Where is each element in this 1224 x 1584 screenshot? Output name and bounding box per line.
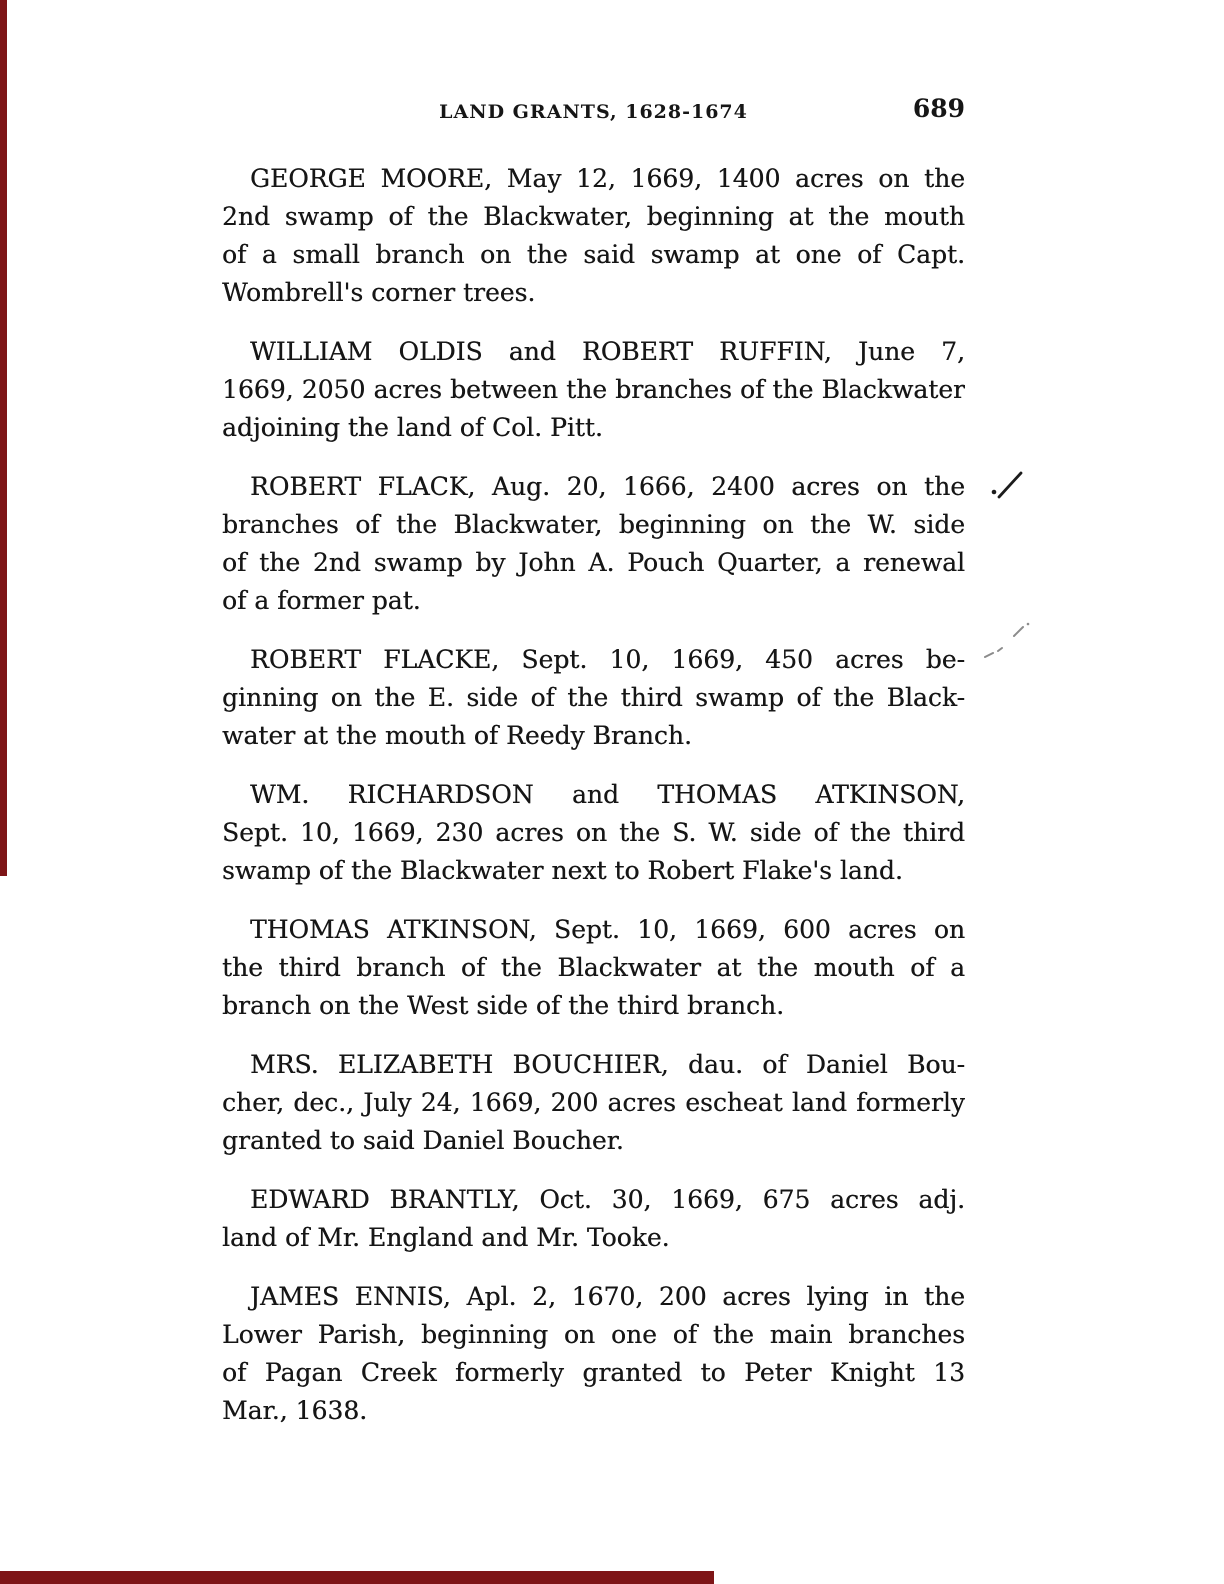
text-line: granted to said Daniel Boucher.: [222, 1126, 624, 1155]
running-head-title: LAND GRANTS, 1628-1674: [439, 101, 748, 123]
land-grant-paragraph: [222, 911, 965, 1025]
text-line: branch on the West side of the third branch.: [222, 991, 785, 1020]
text-line: of a small branch on the said swamp at one of Capt.: [222, 240, 965, 269]
text-line: of Pagan Creek formerly granted to Peter Knight 13: [222, 1358, 965, 1387]
text-line: adjoining the land of Col. Pitt.: [222, 413, 603, 442]
pencil-checkmark-icon: [988, 468, 1032, 508]
text-line: Lower Parish, beginning on one of the main branches: [222, 1320, 965, 1349]
land-grant-paragraph: [222, 641, 965, 755]
page-number: 689: [912, 94, 965, 123]
text-line: water at the mouth of Reedy Branch.: [222, 721, 692, 750]
text-line: MRS. ELIZABETH BOUCHIER, dau. of Daniel Bou-: [250, 1050, 965, 1079]
scan-edge-artifact-bottom: [0, 1571, 714, 1584]
text-line: Mar., 1638.: [222, 1396, 368, 1425]
text-line: branches of the Blackwater, beginning on the W. side: [222, 510, 965, 539]
text-line: swamp of the Blackwater next to Robert Flake's land.: [222, 856, 903, 885]
land-grant-paragraph: [222, 1181, 965, 1257]
land-grant-paragraph: [222, 468, 965, 620]
text-line: ROBERT FLACK, Aug. 20, 1666, 2400 acres on the: [250, 472, 965, 501]
land-grant-paragraph: [222, 1278, 965, 1430]
text-line: WM. RICHARDSON and THOMAS ATKINSON,: [250, 780, 965, 809]
text-line: THOMAS ATKINSON, Sept. 10, 1669, 600 acres on: [250, 915, 965, 944]
text-line: WILLIAM OLDIS and ROBERT RUFFIN, June 7,: [250, 337, 965, 366]
page-body-text: [222, 160, 965, 1451]
text-line: JAMES ENNIS, Apl. 2, 1670, 200 acres lying in the: [250, 1282, 965, 1311]
scan-edge-artifact-left: [0, 0, 7, 876]
text-line: ginning on the E. side of the third swamp of the Black-: [222, 683, 965, 712]
text-line: ROBERT FLACKE, Sept. 10, 1669, 450 acres be-: [250, 645, 965, 674]
running-head: [222, 94, 965, 131]
text-line: land of Mr. England and Mr. Tooke.: [222, 1223, 670, 1252]
text-line: GEORGE MOORE, May 12, 1669, 1400 acres on the: [250, 164, 965, 193]
land-grant-paragraph: [222, 776, 965, 890]
text-line: the third branch of the Blackwater at the mouth of a: [222, 953, 965, 982]
text-line: 2nd swamp of the Blackwater, beginning at the mouth: [222, 202, 965, 231]
text-line: EDWARD BRANTLY, Oct. 30, 1669, 675 acres adj.: [250, 1185, 965, 1214]
text-line: cher, dec., July 24, 1669, 200 acres escheat land formerly: [222, 1088, 965, 1117]
land-grant-paragraph: [222, 160, 965, 312]
text-line: Wombrell's corner trees.: [222, 278, 536, 307]
text-line: of a former pat.: [222, 586, 421, 615]
text-line: 1669, 2050 acres between the branches of the Blackwater: [222, 375, 965, 404]
land-grant-paragraph: [222, 1046, 965, 1160]
land-grant-paragraph: [222, 333, 965, 447]
pencil-checkmark-faint-icon: [978, 618, 1042, 666]
text-line: Sept. 10, 1669, 230 acres on the S. W. side of the third: [222, 818, 965, 847]
text-line: of the 2nd swamp by John A. Pouch Quarter, a renewal: [222, 548, 965, 577]
